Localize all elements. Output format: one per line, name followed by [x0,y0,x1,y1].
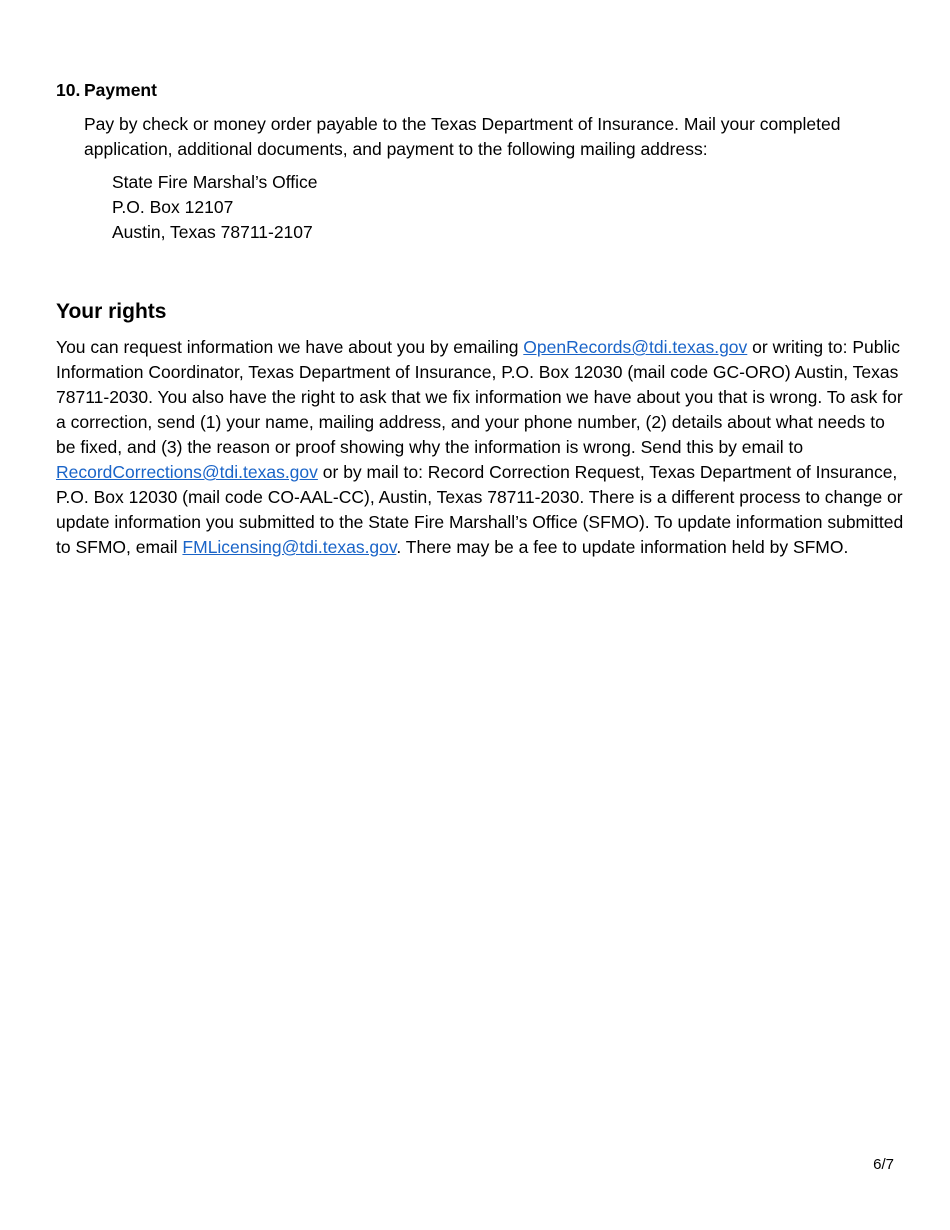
rights-text-part: or by mail to: Record Correction Request, Texas Department of Insurance, P.O. Box 12030 (mail code CO-AAL-CC), Austin, Texas 78711-2030. There is a different process to change or update information you submitted to the State Fire Marshall’s Office (SFMO). To update information submitted to SFMO, email [56,462,904,557]
record-corrections-email-link[interactable]: RecordCorrections@tdi.texas.gov [56,462,318,482]
address-line: P.O. Box 12107 [112,197,234,217]
rights-paragraph [56,335,904,560]
fm-licensing-email-link[interactable]: FMLicensing@tdi.texas.gov [182,537,397,557]
mailing-address [112,170,318,245]
section-number: 10. [56,80,81,100]
payment-paragraph: Pay by check or money order payable to the Texas Department of Insurance. Mail your completed application, additional documents, and payment to the following mailing address: [84,114,841,159]
rights-heading: Your rights [56,300,167,323]
address-line: Austin, Texas 78711-2107 [112,222,313,242]
section-title: Payment [84,80,157,100]
address-line: State Fire Marshal’s Office [112,172,318,192]
rights-text-part: . There may be a fee to update information held by SFMO. [396,537,849,557]
rights-text-part: or writing to: Public Information Coordinator, Texas Department of Insurance, P.O. Box 12030 (mail code GC-ORO) Austin, Texas 78711-2030. You also have the right to ask that we fix information we have about you that is wrong. To ask for a correction, send (1) your name, mailing address, and your phone number, (2) details about what needs to be fixed, and (3) the reason or proof showing why the information is wrong. Send this by email to [56,337,903,457]
rights-text-part: You can request information we have about you by emailing [56,337,524,357]
page-number: 6/7 [873,1156,894,1173]
open-records-email-link[interactable]: OpenRecords@tdi.texas.gov [523,337,748,357]
